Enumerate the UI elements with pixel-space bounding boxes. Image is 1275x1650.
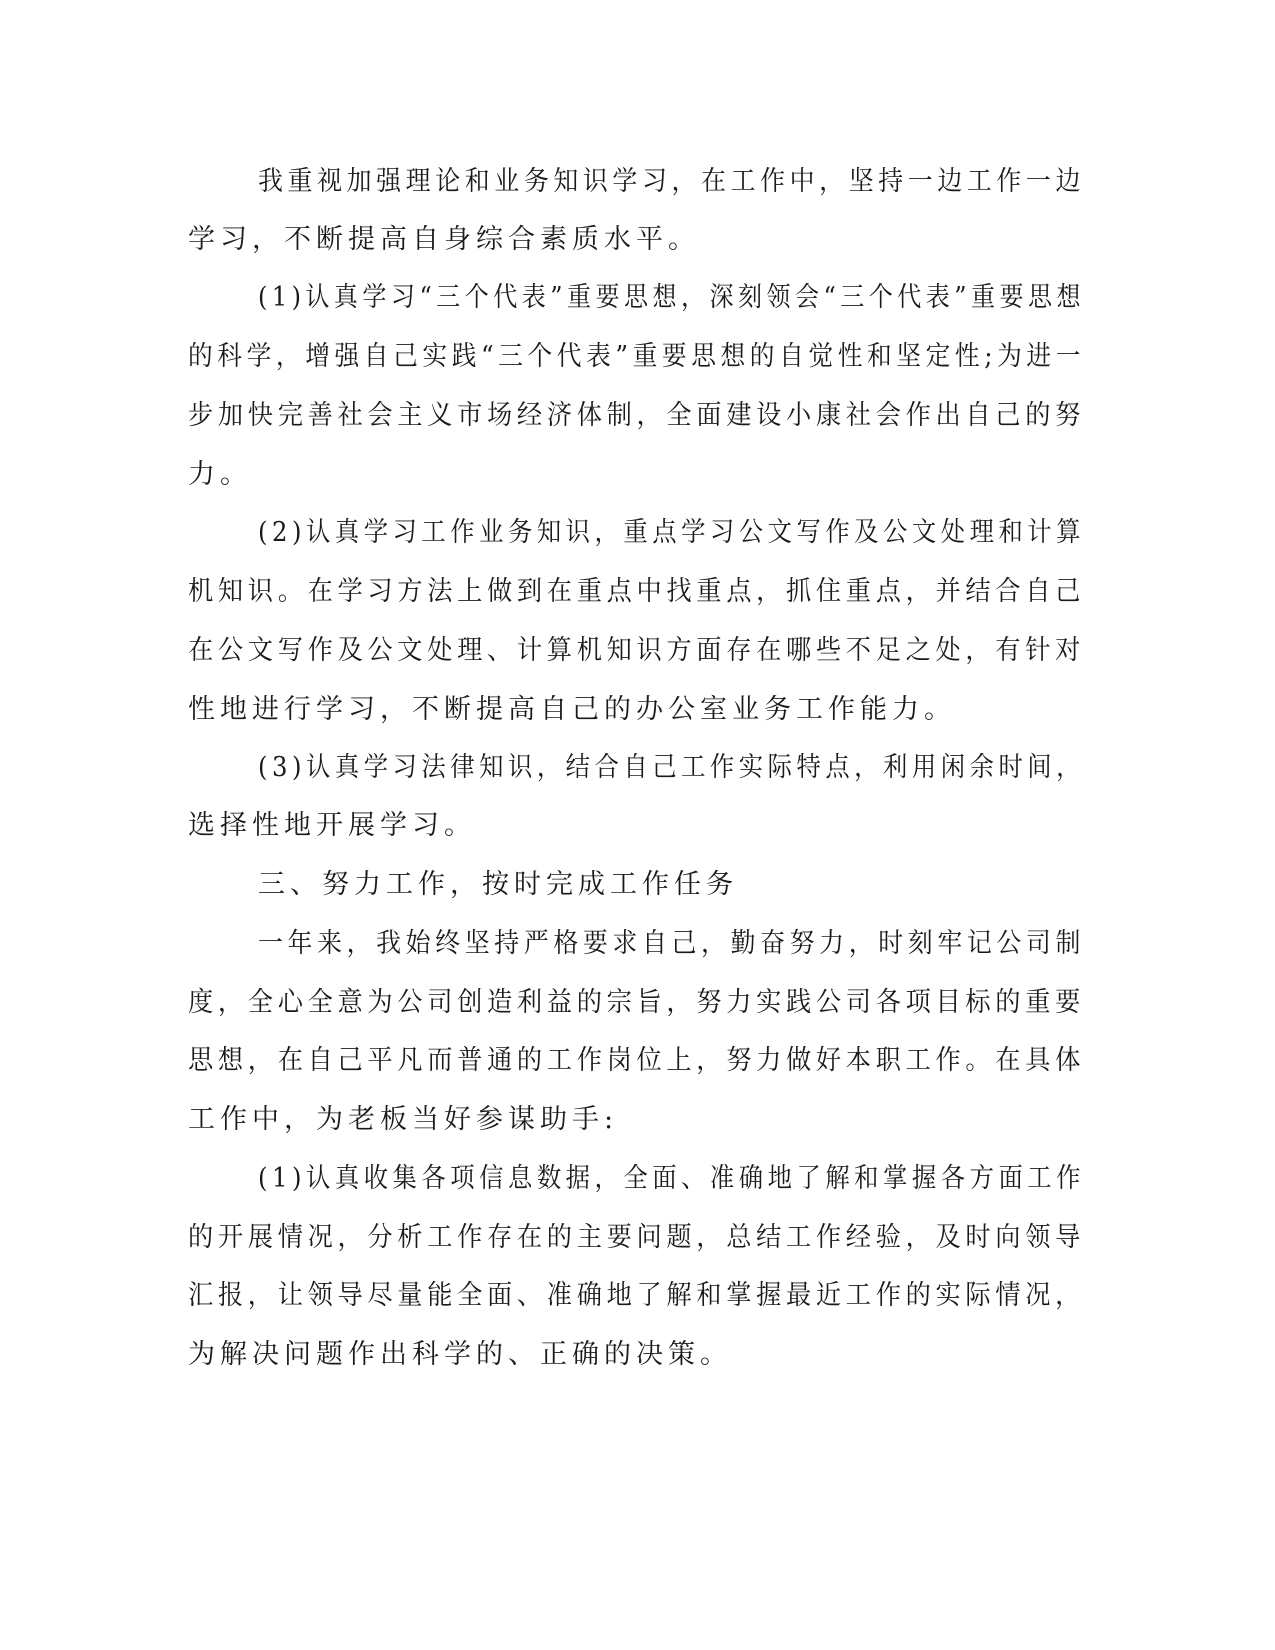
paragraph-1-line-1: 我重视加强理论和业务知识学习，在工作中，坚持一边工作一边 bbox=[258, 166, 1085, 197]
item-4-line-2: 的开展情况，分析工作存在的主要问题，总结工作经验，及时向领导 bbox=[188, 1222, 1085, 1253]
paragraph-2-line-1: 一年来，我始终坚持严格要求自己，勤奋努力，时刻牢记公司制 bbox=[258, 928, 1085, 959]
item-4-line-4: 为解决问题作出科学的、正确的决策。 bbox=[188, 1339, 732, 1370]
item-4-line-1: (1)认真收集各项信息数据，全面、准确地了解和掌握各方面工作 bbox=[258, 1163, 1085, 1194]
item-3-line-2: 选择性地开展学习。 bbox=[188, 810, 476, 841]
item-2-line-3: 在公文写作及公文处理、计算机知识方面存在哪些不足之处，有针对 bbox=[188, 635, 1085, 666]
paragraph-1-line-2: 学习，不断提高自身综合素质水平。 bbox=[188, 224, 700, 255]
item-1-line-3: 步加快完善社会主义市场经济体制，全面建设小康社会作出自己的努 bbox=[188, 400, 1085, 431]
item-1-line-4: 力。 bbox=[188, 459, 252, 490]
item-1-line-2: 的科学，增强自己实践“三个代表”重要思想的自觉性和坚定性;为进一 bbox=[188, 341, 1085, 372]
item-2-line-4: 性地进行学习，不断提高自己的办公室业务工作能力。 bbox=[188, 694, 956, 725]
paragraph-2-line-4: 工作中，为老板当好参谋助手: bbox=[188, 1104, 619, 1135]
item-3-line-1: (3)认真学习法律知识，结合自己工作实际特点，利用闲余时间， bbox=[258, 752, 1085, 783]
paragraph-2-line-3: 思想，在自己平凡而普通的工作岗位上，努力做好本职工作。在具体 bbox=[188, 1045, 1085, 1076]
paragraph-2-line-2: 度，全心全意为公司创造利益的宗旨，努力实践公司各项目标的重要 bbox=[188, 987, 1085, 1018]
item-2-line-2: 机知识。在学习方法上做到在重点中找重点，抓住重点，并结合自己 bbox=[188, 576, 1085, 607]
section-heading: 三、努力工作，按时完成工作任务 bbox=[258, 869, 738, 900]
item-1-line-1: (1)认真学习“三个代表”重要思想，深刻领会“三个代表”重要思想 bbox=[258, 282, 1085, 313]
item-4-line-3: 汇报，让领导尽量能全面、准确地了解和掌握最近工作的实际情况， bbox=[188, 1280, 1085, 1311]
item-2-line-1: (2)认真学习工作业务知识，重点学习公文写作及公文处理和计算 bbox=[258, 517, 1085, 548]
